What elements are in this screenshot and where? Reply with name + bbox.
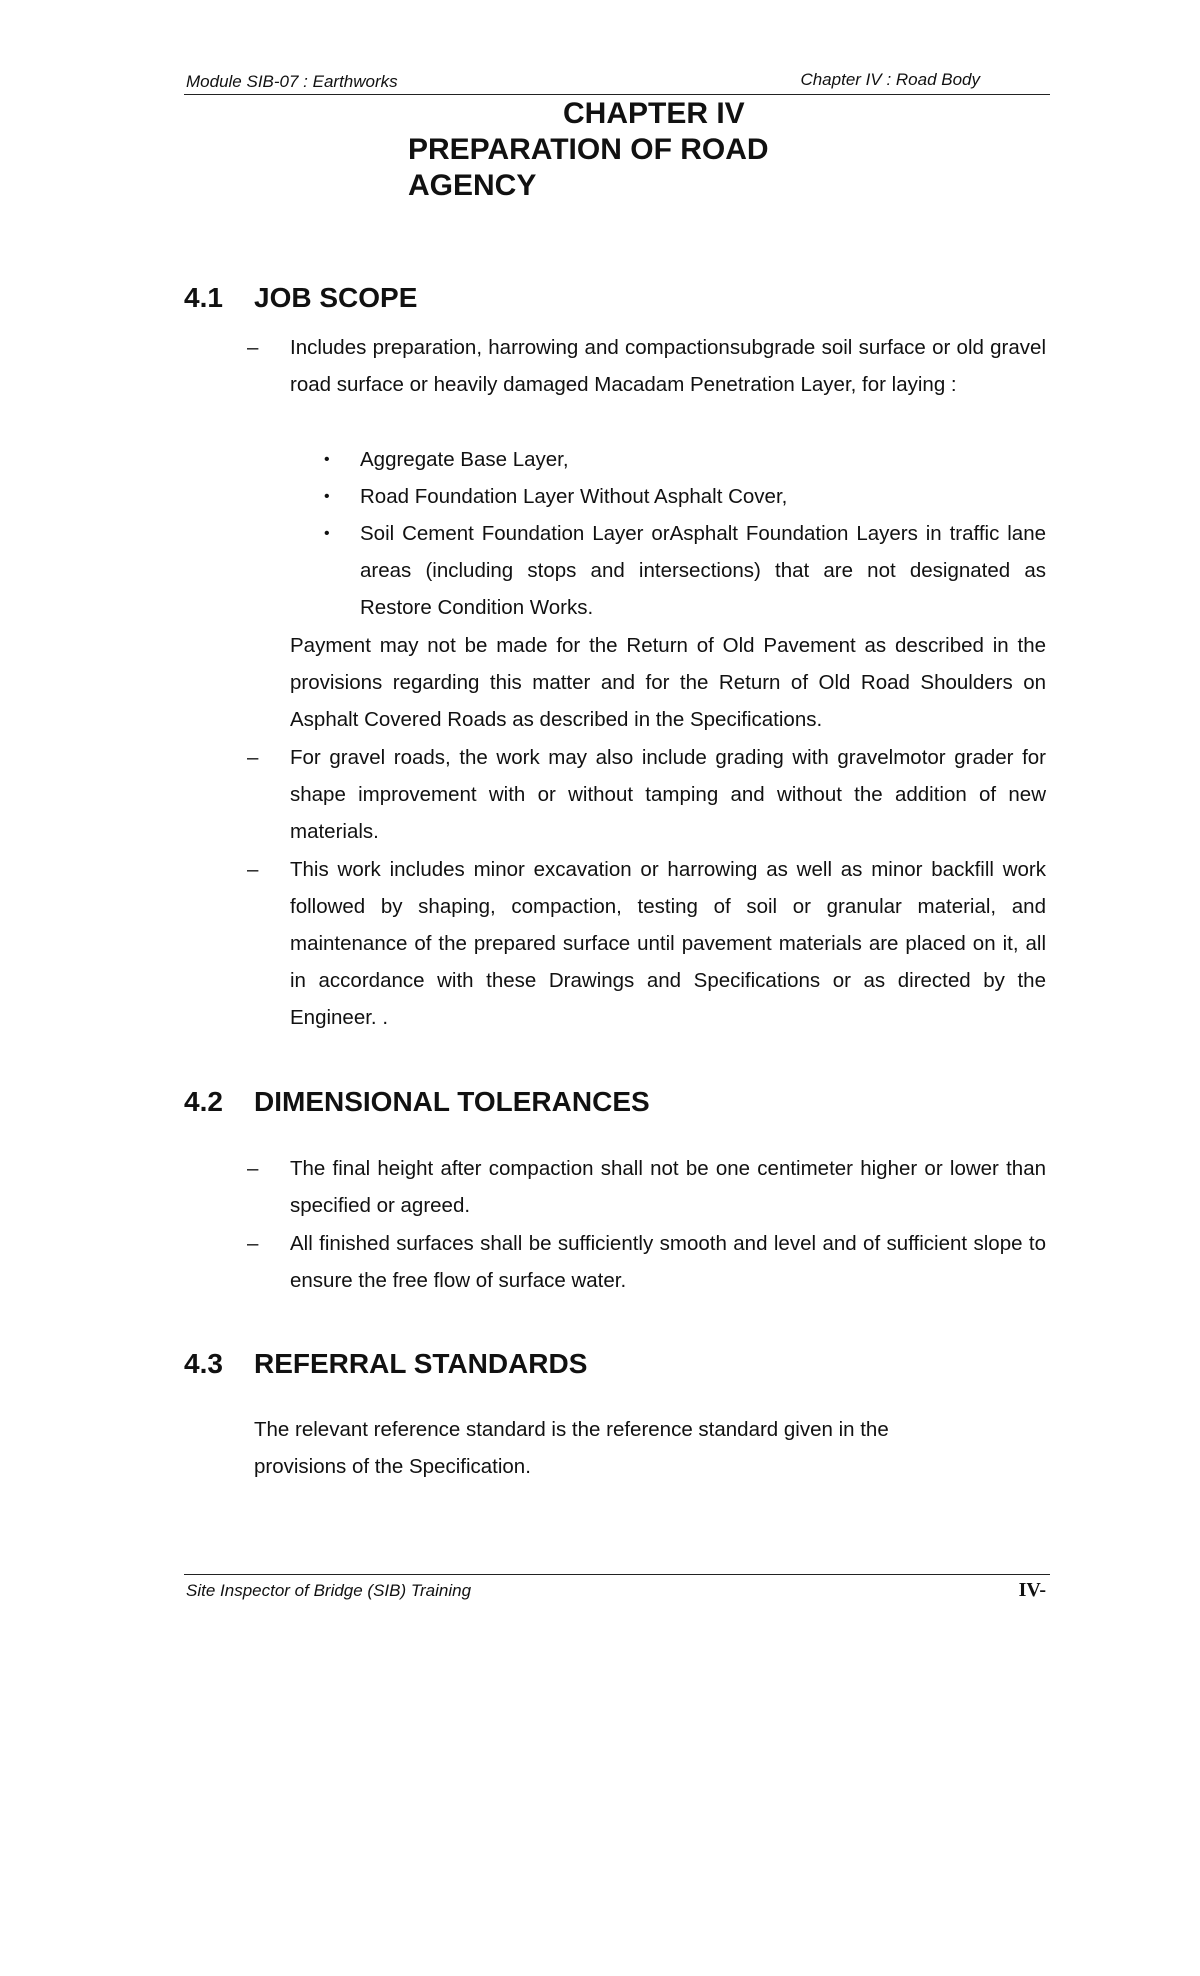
dash-marker: – — [247, 336, 259, 359]
bullet-marker: • — [324, 488, 330, 505]
payment-paragraph: Payment may not be made for the Return of Old Pavement as described in the provisions regarding this matter and for the Return of Old Road Shoulders on Asphalt Covered Roads as described in the Specifications. — [290, 634, 1046, 731]
chapter-title-line2: AGENCY — [408, 169, 537, 202]
list-item — [247, 1150, 1046, 1224]
list-item-text: Includes preparation, harrowing and compactionsubgrade soil surface or old gravel road surface or heavily damaged Macadam Penetration Layer, for laying : — [290, 336, 1046, 396]
running-footer — [184, 1574, 1050, 1605]
chapter-title — [408, 96, 968, 204]
chapter-number: CHAPTER IV — [563, 97, 745, 130]
footer-page-number: IV- — [1018, 1579, 1046, 1601]
running-header — [184, 70, 1050, 95]
list-item-text: This work includes minor excavation or harrowing as well as minor backfill work followed by shaping, compaction, testing of soil or granular material, and maintenance of the prepared surface until pavement materials are placed on it, all in accordance with these Drawings and Specifications or as directed by the Engineer. . — [290, 858, 1046, 1029]
dash-marker: – — [247, 746, 259, 769]
bullet-marker: • — [324, 451, 330, 468]
section-title: JOB SCOPE — [254, 282, 418, 313]
bullet-item — [320, 478, 1046, 515]
list-item — [247, 329, 1046, 403]
section-number: 4.1 — [184, 282, 223, 313]
section-heading-4-3 — [184, 1348, 587, 1380]
bullet-item-text: Road Foundation Layer Without Asphalt Cover, — [360, 485, 788, 508]
chapter-title-line1: PREPARATION OF ROAD — [408, 133, 769, 166]
section-title: REFERRAL STANDARDS — [254, 1348, 588, 1379]
list-item — [247, 1225, 1046, 1299]
dash-marker: – — [247, 1157, 259, 1180]
footer-training: Site Inspector of Bridge (SIB) Training — [186, 1581, 472, 1600]
list-item-text: For gravel roads, the work may also include grading with gravelmotor grader for shape improvement with or without tamping and without the addition of new materials. — [290, 746, 1046, 843]
bullet-item-text: Aggregate Base Layer, — [360, 448, 569, 471]
section-heading-4-2 — [184, 1086, 650, 1118]
bullet-item — [320, 515, 1046, 626]
dash-marker: – — [247, 1232, 259, 1255]
dash-marker: – — [247, 858, 259, 881]
list-item-text: All finished surfaces shall be sufficiently smooth and level and of sufficient slope to ensure the free flow of surface water. — [290, 1232, 1046, 1292]
header-module: Module SIB-07 : Earthworks — [186, 72, 398, 91]
reference-line-2: provisions of the Specification. — [254, 1455, 531, 1478]
list-item — [247, 739, 1046, 850]
section-title: DIMENSIONAL TOLERANCES — [254, 1086, 650, 1117]
section-number: 4.2 — [184, 1086, 223, 1117]
list-item — [247, 851, 1046, 1036]
list-item-text: The final height after compaction shall not be one centimeter higher or lower than specified or agreed. — [290, 1157, 1046, 1217]
bullet-item-text: Soil Cement Foundation Layer orAsphalt Foundation Layers in traffic lane areas (including stops and intersections) that are not designated as Restore Condition Works. — [360, 522, 1046, 619]
header-chapter: Chapter IV : Road Body — [800, 70, 980, 89]
section-heading-4-1 — [184, 282, 417, 314]
reference-line-1: The relevant reference standard is the reference standard given in the — [254, 1418, 889, 1441]
section-number: 4.3 — [184, 1348, 223, 1379]
bullet-marker: • — [324, 525, 330, 542]
reference-paragraph — [254, 1411, 1044, 1485]
bullet-item — [320, 441, 1046, 478]
